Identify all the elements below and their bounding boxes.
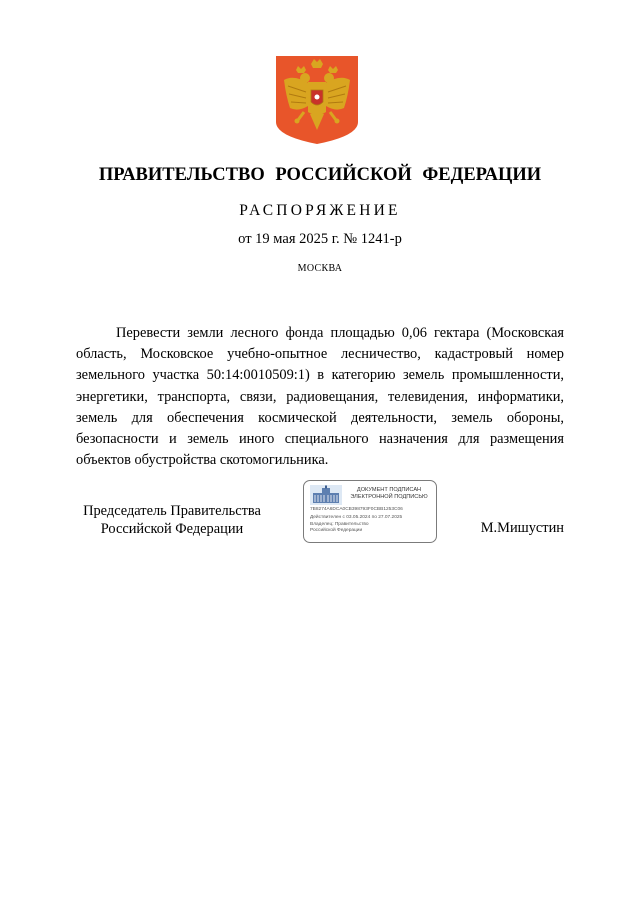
electronic-signature-stamp bbox=[303, 480, 437, 543]
document-date-number: от 19 мая 2025 г. № 1241-р bbox=[238, 231, 402, 247]
stamp-heading-line2: ЭЛЕКТРОННОЙ ПОДПИСЬЮ bbox=[350, 494, 428, 500]
government-building-icon bbox=[310, 485, 342, 505]
coat-of-arms-icon bbox=[276, 56, 358, 144]
stamp-certificate: 7B8274A6DCA0CB398793F0CBB1253C06 bbox=[310, 507, 403, 512]
stamp-heading-line1: ДОКУМЕНТ ПОДПИСАН bbox=[356, 487, 422, 493]
stamp-heading bbox=[344, 487, 434, 501]
signer-name: М.Мишустин bbox=[480, 520, 564, 536]
stamp-validity: Действителен с 03.05.2024 по 27.07.2025 bbox=[310, 515, 403, 520]
government-title: ПРАВИТЕЛЬСТВО РОССИЙСКОЙ ФЕДЕРАЦИИ bbox=[98, 165, 542, 185]
signer-position bbox=[72, 502, 272, 538]
document-type: РАСПОРЯЖЕНИЕ bbox=[239, 202, 401, 219]
order-text: Перевести земли лесного фонда площадью 0,06 гектара (Московская область, Московское учебно-опытное лесничество, кадастровый номер земельного участка 50:14:0010509:1) в категорию земель промышленности, энергетики, транспорта, связи, радиовещания, телевидения, информатики, земель для обеспечения космической деятельности, земель обороны, безопасности и земель иного специального назначения для размещения объектов обустройства скотомогильника. bbox=[76, 325, 564, 469]
stamp-owner: Владелец: Правительство Российской Федерации bbox=[310, 522, 369, 533]
document-city: МОСКВА bbox=[297, 263, 343, 274]
signer-position-line1: Председатель Правительства bbox=[83, 503, 261, 519]
signer-position-line2: Российской Федерации bbox=[100, 521, 244, 537]
